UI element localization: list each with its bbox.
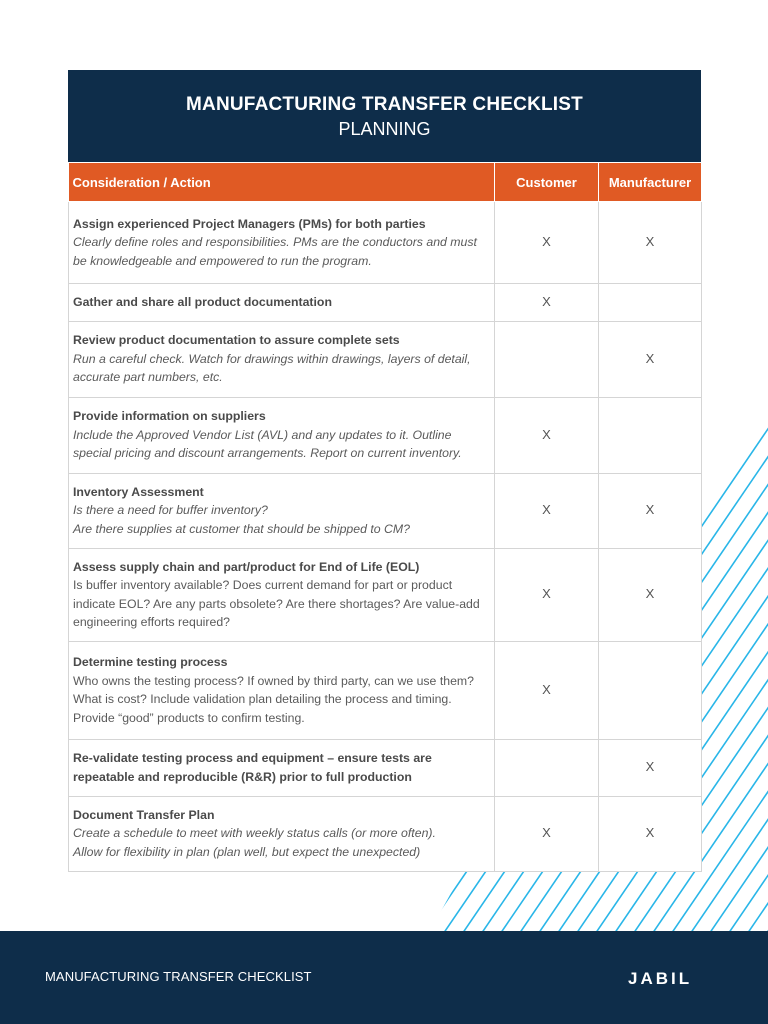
row-title: Document Transfer Plan: [73, 807, 215, 822]
customer-mark: X: [495, 641, 599, 739]
table-row: [69, 202, 702, 284]
table-row: [69, 641, 702, 739]
customer-mark: X: [495, 473, 599, 548]
table-header-row: [69, 163, 702, 202]
row-title: Assign experienced Project Managers (PMs) for both parties: [73, 216, 426, 231]
header-customer: Customer: [495, 163, 599, 202]
row-note: Is there a need for buffer inventory? Are there supplies at customer that should be shipped to CM?: [73, 503, 410, 536]
customer-mark: X: [495, 397, 599, 473]
row-description: [69, 284, 495, 322]
row-title: Provide information on suppliers: [73, 409, 266, 424]
customer-mark: X: [495, 796, 599, 871]
manufacturer-mark: X: [599, 739, 702, 796]
document-subtitle: PLANNING: [338, 119, 431, 139]
customer-mark: X: [495, 284, 599, 322]
table-row: [69, 397, 702, 473]
header-consideration: Consideration / Action: [69, 163, 495, 202]
row-description: [69, 202, 495, 284]
customer-mark: X: [495, 548, 599, 641]
customer-mark: [495, 739, 599, 796]
row-note: Is buffer inventory available? Does current demand for part or product indicate EOL? Are any parts obsolete? Are there shortages? Are value-add engineering efforts required?: [73, 578, 480, 629]
row-note: Run a careful check. Watch for drawings within drawings, layers of detail, accurate part numbers, etc.: [73, 351, 471, 385]
table-row: [69, 473, 702, 548]
row-description: [69, 321, 495, 397]
footer-bar: [0, 931, 768, 1024]
table-row: [69, 548, 702, 641]
manufacturer-mark: [599, 284, 702, 322]
row-description: [69, 739, 495, 796]
row-description: [69, 473, 495, 548]
row-description: [69, 796, 495, 871]
manufacturer-mark: X: [599, 473, 702, 548]
table-row: [69, 739, 702, 796]
table-row: [69, 284, 702, 322]
table-row: [69, 796, 702, 871]
table-row: [69, 321, 702, 397]
checklist-table: [68, 162, 702, 872]
manufacturer-mark: X: [599, 548, 702, 641]
manufacturer-mark: [599, 641, 702, 739]
customer-mark: X: [495, 202, 599, 284]
title-block: [68, 70, 701, 162]
row-note: Create a schedule to meet with weekly status calls (or more often). Allow for flexibility in plan (plan well, but expect the unexpected): [73, 826, 436, 859]
row-title: Re-validate testing process and equipment – ensure tests are repeatable and reproducible (R&R) prior to full production: [73, 751, 432, 784]
row-description: [69, 397, 495, 473]
row-title: Inventory Assessment: [73, 484, 204, 499]
header-manufacturer: Manufacturer: [599, 163, 702, 202]
footer-label: MANUFACTURING TRANSFER CHECKLIST: [45, 969, 312, 984]
row-title: Assess supply chain and part/product for End of Life (EOL): [73, 559, 420, 574]
manufacturer-mark: X: [599, 321, 702, 397]
manufacturer-mark: [599, 397, 702, 473]
row-title: Determine testing process: [73, 655, 228, 669]
manufacturer-mark: X: [599, 796, 702, 871]
row-description: [69, 548, 495, 641]
checklist-sheet: [68, 70, 701, 872]
customer-mark: [495, 321, 599, 397]
row-note: Include the Approved Vendor List (AVL) and any updates to it. Outline special pricing and discount arrangements. Report on current inventory.: [73, 427, 462, 461]
row-title: Gather and share all product documentation: [73, 295, 332, 309]
jabil-logo: JABIL: [628, 969, 693, 988]
row-description: [69, 641, 495, 739]
row-note: Who owns the testing process? If owned by third party, can we use them? What is cost? Include validation plan detailing the process and timing. Provide “good” products to confirm testing.: [73, 673, 474, 725]
row-title: Review product documentation to assure complete sets: [73, 333, 400, 348]
manufacturer-mark: X: [599, 202, 702, 284]
document-title: MANUFACTURING TRANSFER CHECKLIST: [186, 94, 583, 115]
row-note: Clearly define roles and responsibilities. PMs are the conductors and must be knowledgeable and empowered to run the program.: [73, 235, 477, 268]
